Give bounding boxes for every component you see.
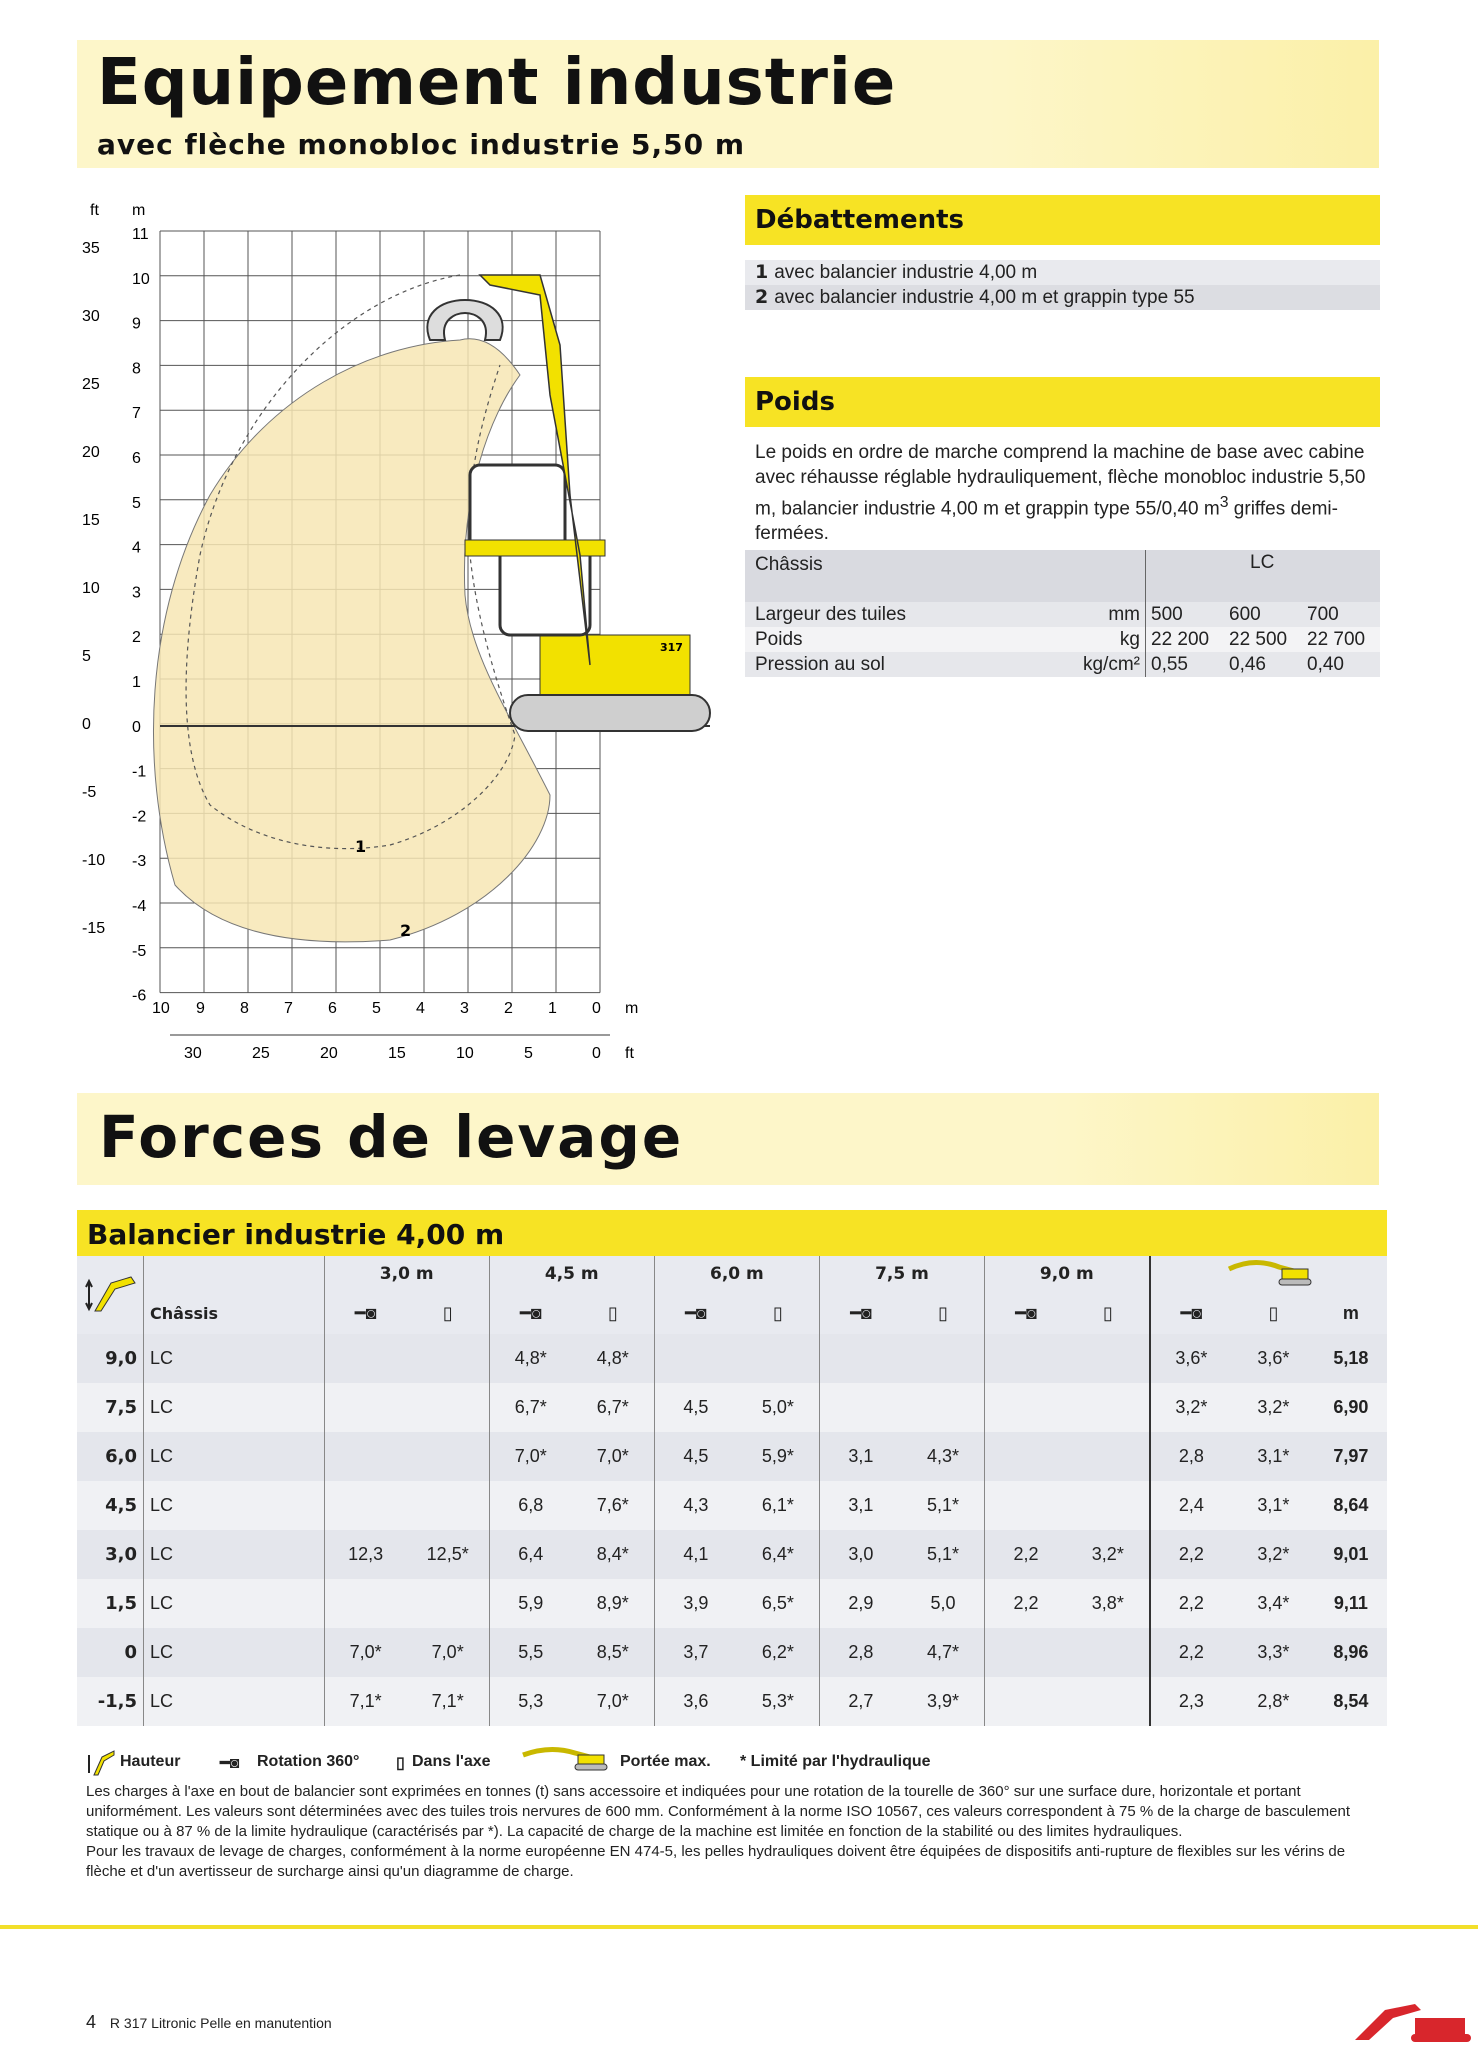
- y-axis-m-labels: [132, 226, 150, 1005]
- table-row: Pression au sol kg/cm² 0,55 0,46 0,40: [745, 652, 1380, 677]
- list-item: 1 avec balancier industrie 4,00 m: [745, 260, 1380, 285]
- capacity-cell: 5,0: [902, 1579, 985, 1628]
- row-chassis: LC: [144, 1481, 325, 1530]
- height-icon: [85, 1273, 141, 1313]
- curve-label-2: 2: [400, 921, 412, 940]
- bottom-rule: [0, 1925, 1478, 1929]
- row-chassis: LC: [144, 1432, 325, 1481]
- rotation-legend-icon: ━◙: [220, 1755, 240, 1772]
- row-height: 4,5: [77, 1481, 144, 1530]
- notes: [86, 1782, 1386, 1882]
- y-tick-ft: 30: [82, 308, 100, 325]
- x-tick-m: 6: [328, 1000, 337, 1017]
- capacity-cell: [737, 1334, 820, 1383]
- capacity-cell: [324, 1481, 407, 1530]
- y-tick-m: 4: [132, 539, 141, 557]
- capacity-cell: [324, 1432, 407, 1481]
- capacity-cell: [407, 1481, 490, 1530]
- capacity-cell: 7,0*: [324, 1628, 407, 1677]
- table-row: [77, 1481, 1387, 1530]
- poids-heading: Poids: [745, 377, 1380, 427]
- x-axis-unit-ft: ft: [625, 1045, 634, 1062]
- max-reach-header: [1150, 1256, 1387, 1292]
- y-tick-ft: 35: [82, 240, 100, 257]
- row-height: 7,5: [77, 1383, 144, 1432]
- y-tick-m: 8: [132, 360, 141, 378]
- capacity-cell: 3,9*: [902, 1677, 985, 1726]
- capacity-cell: 2,9: [819, 1579, 902, 1628]
- page-number: 4: [86, 2012, 97, 2032]
- capacity-cell: 5,9: [489, 1579, 572, 1628]
- table-row: Largeur des tuiles mm 500 600 700: [745, 602, 1380, 627]
- capacity-cell: 7,0*: [407, 1628, 490, 1677]
- row-chassis: LC: [144, 1677, 325, 1726]
- reach-4-5m-header: 4,5 m: [489, 1256, 654, 1292]
- legend-hauteur: Hauteur: [120, 1753, 181, 1770]
- x-tick-m: 0: [592, 1000, 601, 1017]
- table-row: [77, 1677, 1387, 1726]
- page-title: Equipement industrie: [97, 46, 897, 120]
- x-tick-ft: 0: [592, 1045, 601, 1062]
- row-height: 9,0: [77, 1334, 144, 1383]
- capacity-cell: [1067, 1383, 1150, 1432]
- rotation-360-icon: ━◙: [1180, 1302, 1203, 1323]
- rotation-360-icon: ━◙: [684, 1302, 707, 1323]
- y-tick-ft: 20: [82, 444, 100, 461]
- cab-riser: [465, 540, 605, 556]
- y-tick-m: -4: [132, 898, 147, 915]
- in-axis-icon: ▯: [1268, 1302, 1279, 1323]
- grapple: [427, 300, 502, 340]
- table-row: [77, 1432, 1387, 1481]
- capacity-cell: 7,1*: [407, 1677, 490, 1726]
- axis-unit-m: m: [132, 202, 146, 219]
- capacity-cell: 3,1*: [1232, 1481, 1315, 1530]
- x-tick-ft: 15: [388, 1045, 406, 1062]
- working-range-diagram: [70, 195, 730, 1075]
- note-paragraph: Pour les travaux de levage de charges, conformément à la norme européenne EN 474-5, les pelles hydrauliques doivent être équipées de dispositifs anti-rupture de flexibles sur les vérins de flèche et d'un avertisseur de surcharge ainsi qu'un diagramme de charge.: [86, 1843, 1346, 1880]
- capacity-cell: 7,0*: [489, 1432, 572, 1481]
- table-row: [77, 1628, 1387, 1677]
- capacity-cell: 6,4: [489, 1530, 572, 1579]
- y-tick-m: 2: [132, 629, 141, 647]
- capacity-cell: 3,2*: [1067, 1530, 1150, 1579]
- table-row: [77, 1579, 1387, 1628]
- capacity-cell: 5,3*: [737, 1677, 820, 1726]
- capacity-cell: 3,0: [819, 1530, 902, 1579]
- page-subtitle: avec flèche monobloc industrie 5,50 m: [97, 128, 746, 161]
- capacity-cell: 5,0*: [737, 1383, 820, 1432]
- capacity-cell: [1067, 1432, 1150, 1481]
- rotation-360-icon: ━◙: [1015, 1302, 1037, 1323]
- y-tick-m: -3: [132, 853, 147, 871]
- row-max-reach: 9,01: [1315, 1530, 1387, 1579]
- capacity-cell: [985, 1383, 1068, 1432]
- footer: [86, 2012, 332, 2033]
- machine-model-label: 317: [660, 641, 683, 654]
- capacity-cell: 3,6*: [1232, 1334, 1315, 1383]
- capacity-cell: 5,1*: [902, 1481, 985, 1530]
- rotation-360-icon: ━◙: [519, 1302, 542, 1323]
- row-height: 0: [77, 1628, 144, 1677]
- height-icon-cell: [77, 1256, 144, 1334]
- axis-unit-ft: ft: [90, 202, 99, 219]
- capacity-cell: [324, 1579, 407, 1628]
- legend-axe: Dans l'axe: [412, 1753, 491, 1770]
- capacity-cell: 3,8*: [1067, 1579, 1150, 1628]
- capacity-cell: [654, 1334, 737, 1383]
- max-reach-unit: m: [1315, 1292, 1387, 1334]
- capacity-cell: 5,1*: [902, 1530, 985, 1579]
- y-tick-m: 1: [132, 674, 141, 691]
- in-axis-icon: ▯: [938, 1302, 948, 1323]
- row-max-reach: 6,90: [1315, 1383, 1387, 1432]
- x-axis-unit-m: m: [625, 1000, 639, 1017]
- title-banner: [77, 40, 1379, 168]
- capacity-cell: 3,6: [654, 1677, 737, 1726]
- capacity-cell: 3,1*: [1232, 1432, 1315, 1481]
- reach-7-5m-header: 7,5 m: [819, 1256, 984, 1292]
- capacity-cell: 3,1: [819, 1481, 902, 1530]
- capacity-cell: 4,5: [654, 1383, 737, 1432]
- capacity-cell: 6,8: [489, 1481, 572, 1530]
- capacity-cell: 3,2*: [1150, 1383, 1233, 1432]
- axis-legend-icon: ▯: [396, 1755, 405, 1772]
- capacity-cell: [407, 1383, 490, 1432]
- capacity-cell: [819, 1334, 902, 1383]
- reach-3m-header: 3,0 m: [324, 1256, 489, 1292]
- reach-9m-header: 9,0 m: [985, 1256, 1150, 1292]
- capacity-cell: 2,3: [1150, 1677, 1233, 1726]
- rotation-360-icon: ━◙: [850, 1302, 872, 1323]
- capacity-cell: 2,2: [1150, 1628, 1233, 1677]
- x-tick-m: 4: [416, 1000, 425, 1017]
- balancier-heading: Balancier industrie 4,00 m: [77, 1210, 1387, 1256]
- row-max-reach: 5,18: [1315, 1334, 1387, 1383]
- capacity-cell: 3,6*: [1150, 1334, 1233, 1383]
- row-chassis: LC: [144, 1334, 325, 1383]
- capacity-cell: 6,2*: [737, 1628, 820, 1677]
- capacity-cell: 12,3: [324, 1530, 407, 1579]
- undercarriage: [510, 695, 710, 731]
- in-axis-icon: ▯: [607, 1302, 618, 1323]
- x-axis-ft-labels: [170, 1035, 610, 1062]
- row-height: -1,5: [77, 1677, 144, 1726]
- row-max-reach: 9,11: [1315, 1579, 1387, 1628]
- table-row: Poids kg 22 200 22 500 22 700: [745, 627, 1380, 652]
- y-tick-m: 0: [132, 718, 141, 736]
- in-axis-icon: ▯: [772, 1302, 783, 1323]
- capacity-cell: 2,4: [1150, 1481, 1233, 1530]
- capacity-cell: 2,7: [819, 1677, 902, 1726]
- capacity-cell: 2,8: [1150, 1432, 1233, 1481]
- legend-portee: Portée max.: [620, 1753, 711, 1770]
- x-tick-m: 5: [372, 1000, 381, 1017]
- y-tick-ft: -10: [82, 852, 106, 869]
- capacity-cell: [985, 1481, 1068, 1530]
- capacity-cell: [1067, 1481, 1150, 1530]
- y-tick-m: 3: [132, 584, 141, 602]
- reach-envelope-2: [153, 339, 550, 942]
- y-tick-m: 10: [132, 270, 150, 288]
- capacity-cell: [902, 1334, 985, 1383]
- x-tick-ft: 25: [252, 1045, 270, 1062]
- capacity-cell: [1067, 1628, 1150, 1677]
- y-tick-m: -6: [132, 987, 147, 1005]
- capacity-cell: 7,0*: [572, 1677, 655, 1726]
- forces-banner: [77, 1093, 1379, 1185]
- x-axis-m-labels: [152, 1000, 601, 1017]
- capacity-cell: [985, 1677, 1068, 1726]
- capacity-cell: 4,8*: [572, 1334, 655, 1383]
- y-tick-m: 7: [132, 405, 141, 423]
- capacity-cell: 4,1: [654, 1530, 737, 1579]
- poids-table: [745, 550, 1380, 677]
- x-tick-m: 9: [196, 1000, 205, 1017]
- capacity-cell: 6,7*: [489, 1383, 572, 1432]
- row-max-reach: 8,64: [1315, 1481, 1387, 1530]
- capacity-cell: 7,1*: [324, 1677, 407, 1726]
- capacity-cell: 4,3: [654, 1481, 737, 1530]
- capacity-cell: [324, 1334, 407, 1383]
- y-tick-m: 11: [132, 226, 149, 243]
- y-tick-ft: 5: [82, 648, 91, 665]
- capacity-cell: 3,3*: [1232, 1628, 1315, 1677]
- capacity-cell: [407, 1334, 490, 1383]
- row-height: 6,0: [77, 1432, 144, 1481]
- capacity-cell: 8,9*: [572, 1579, 655, 1628]
- row-max-reach: 7,97: [1315, 1432, 1387, 1481]
- y-tick-ft: 0: [82, 716, 91, 733]
- capacity-cell: [985, 1334, 1068, 1383]
- capacity-cell: 5,5: [489, 1628, 572, 1677]
- in-axis-icon: ▯: [442, 1302, 453, 1323]
- capacity-cell: 12,5*: [407, 1530, 490, 1579]
- y-tick-ft: 15: [82, 512, 100, 529]
- table-row: [77, 1383, 1387, 1432]
- row-chassis: LC: [144, 1530, 325, 1579]
- max-reach-icon: [1224, 1257, 1314, 1287]
- row-chassis: LC: [144, 1628, 325, 1677]
- capacity-cell: 3,2*: [1232, 1383, 1315, 1432]
- capacity-cell: 2,8*: [1232, 1677, 1315, 1726]
- y-tick-ft: 10: [82, 580, 100, 597]
- reach-6m-header: 6,0 m: [654, 1256, 819, 1292]
- capacity-cell: 3,4*: [1232, 1579, 1315, 1628]
- capacity-cell: 4,5: [654, 1432, 737, 1481]
- capacity-cell: [902, 1383, 985, 1432]
- y-tick-ft: -5: [82, 784, 97, 801]
- footer-text: R 317 Litronic Pelle en manutention: [109, 2015, 332, 2031]
- height-legend-icon: [86, 1747, 116, 1782]
- y-tick-m: 6: [132, 450, 141, 467]
- capacity-cell: 8,5*: [572, 1628, 655, 1677]
- note-paragraph: Les charges à l'axe en bout de balancier sont exprimées en tonnes (t) sans accessoire et indiquées pour une rotation de la tourelle de 360° sur une surface dure, horizontale et portant uniformément. Les valeurs sont déterminées avec des tuiles trois nervures de 600 mm. Conformément à la norme ISO 10567, ces valeurs correspondent à 75 % de la charge de basculement statique ou à 87 % de la limite hydraulique (caractérisés par *). La capacité de charge de la machine est limitée en fonction de la stabilité ou des limites hydrauliques.: [86, 1783, 1350, 1840]
- capacity-cell: 4,3*: [902, 1432, 985, 1481]
- x-tick-m: 10: [152, 1000, 170, 1017]
- legend-limite: * Limité par l'hydraulique: [740, 1753, 931, 1770]
- capacity-cell: 2,2: [1150, 1579, 1233, 1628]
- capacity-cell: 6,1*: [737, 1481, 820, 1530]
- capacity-cell: 2,2: [1150, 1530, 1233, 1579]
- raised-cab: [470, 465, 565, 550]
- capacity-cell: 7,0*: [572, 1432, 655, 1481]
- table-row: [77, 1334, 1387, 1383]
- debattements-list: [745, 260, 1380, 310]
- list-item: 2 avec balancier industrie 4,00 m et grappin type 55: [745, 285, 1380, 310]
- y-tick-m: -2: [132, 808, 147, 826]
- x-tick-ft: 30: [184, 1045, 202, 1062]
- row-height: 1,5: [77, 1579, 144, 1628]
- capacity-cell: [324, 1383, 407, 1432]
- y-tick-m: -5: [132, 942, 147, 960]
- lifting-capacity-table: [77, 1256, 1387, 1726]
- table-row: [77, 1530, 1387, 1579]
- y-tick-m: 9: [132, 315, 141, 333]
- x-tick-m: 1: [548, 1000, 557, 1017]
- x-tick-ft: 5: [524, 1045, 533, 1062]
- y-axis-ft-labels: [82, 240, 105, 937]
- chassis-header: Châssis: [144, 1292, 325, 1334]
- capacity-cell: 6,4*: [737, 1530, 820, 1579]
- x-tick-m: 8: [240, 1000, 249, 1017]
- legend-rotation: Rotation 360°: [257, 1753, 360, 1770]
- x-tick-m: 7: [284, 1000, 293, 1017]
- capacity-cell: 5,9*: [737, 1432, 820, 1481]
- capacity-cell: 8,4*: [572, 1530, 655, 1579]
- debattements-heading: Débattements: [745, 195, 1380, 245]
- row-max-reach: 8,96: [1315, 1628, 1387, 1677]
- capacity-cell: 3,9: [654, 1579, 737, 1628]
- capacity-cell: [985, 1628, 1068, 1677]
- capacity-cell: 3,7: [654, 1628, 737, 1677]
- capacity-cell: [985, 1432, 1068, 1481]
- y-tick-m: -1: [132, 763, 147, 781]
- x-tick-m: 2: [504, 1000, 513, 1017]
- capacity-cell: 4,7*: [902, 1628, 985, 1677]
- max-reach-legend-icon: [520, 1745, 610, 1778]
- row-chassis: LC: [144, 1383, 325, 1432]
- capacity-cell: [819, 1383, 902, 1432]
- capacity-cell: [407, 1432, 490, 1481]
- in-axis-icon: ▯: [1102, 1302, 1113, 1323]
- capacity-cell: [407, 1579, 490, 1628]
- capacity-cell: 6,7*: [572, 1383, 655, 1432]
- row-max-reach: 8,54: [1315, 1677, 1387, 1726]
- x-tick-ft: 20: [320, 1045, 338, 1062]
- x-tick-m: 3: [460, 1000, 469, 1017]
- capacity-cell: 6,5*: [737, 1579, 820, 1628]
- capacity-cell: [1067, 1677, 1150, 1726]
- row-height: 3,0: [77, 1530, 144, 1579]
- capacity-cell: 3,2*: [1232, 1530, 1315, 1579]
- capacity-cell: 7,6*: [572, 1481, 655, 1530]
- capacity-cell: 2,2: [985, 1579, 1068, 1628]
- capacity-cell: 5,3: [489, 1677, 572, 1726]
- y-tick-m: 5: [132, 494, 141, 512]
- capacity-cell: [1067, 1334, 1150, 1383]
- lower-cab: [500, 545, 590, 635]
- legend: [80, 1745, 1380, 1775]
- red-machine-logo: [1345, 1990, 1475, 2045]
- poids-description: Le poids en ordre de marche comprend la machine de base avec cabine avec réhausse réglable hydrauliquement, flèche monobloc industrie 5,50 m, balancier industrie 4,00 m et grappin type 55/0,40 $m^3$ griffes demi-fermées.: [755, 442, 1366, 545]
- capacity-cell: 3,1: [819, 1432, 902, 1481]
- rotation-360-icon: ━◙: [354, 1302, 377, 1323]
- capacity-cell: 4,8*: [489, 1334, 572, 1383]
- forces-title: Forces de levage: [99, 1103, 684, 1171]
- y-tick-ft: 25: [82, 376, 100, 393]
- row-chassis: LC: [144, 1579, 325, 1628]
- capacity-cell: 2,8: [819, 1628, 902, 1677]
- x-tick-ft: 10: [456, 1045, 474, 1062]
- curve-label-1: 1: [355, 837, 367, 856]
- capacity-cell: 2,2: [985, 1530, 1068, 1579]
- y-tick-ft: -15: [82, 920, 106, 937]
- poids-table-header: Châssis LC: [745, 550, 1380, 602]
